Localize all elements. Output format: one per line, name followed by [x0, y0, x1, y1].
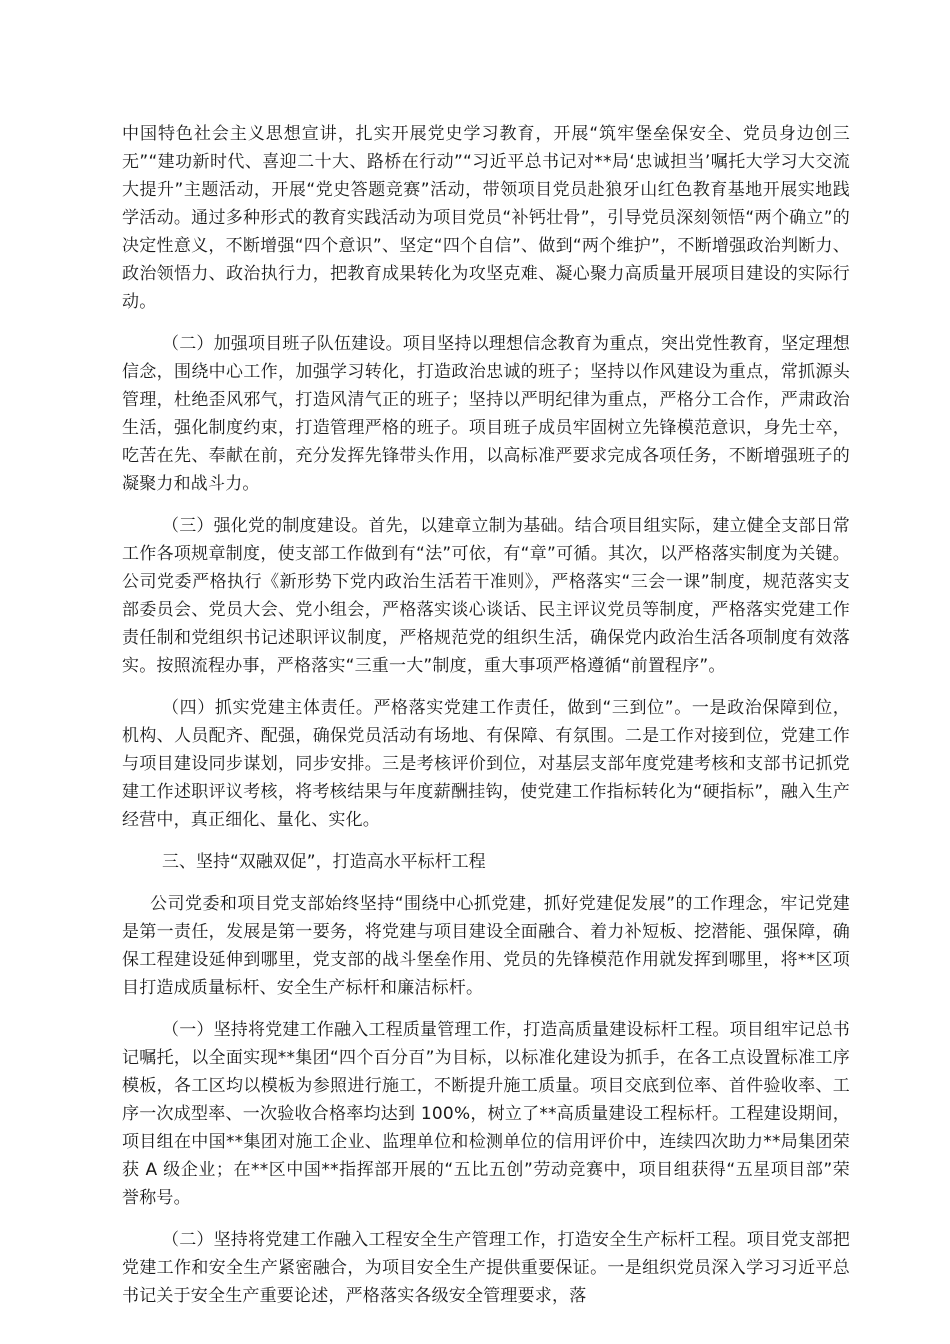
- body-paragraph-2: （二）加强项目班子队伍建设。项目坚持以理想信念教育为重点，突出党性教育，坚定理想信念，围绕中心工作，加强学习转化，打造政治忠诚的班子；坚持以作风建设为重点，常抓源头管理，杜绝歪风邪气，打造风清气正的班子；坚持以严明纪律为重点，严格分工合作，严肃政治生活，强化制度约束，打造管理严格的班子。项目班子成员牢固树立先锋模范意识，身先士卒，吃苦在先、奉献在前，充分发挥先锋带头作用，以高标准严要求完成各项任务，不断增强班子的凝聚力和战斗力。: [122, 334, 850, 494]
- body-paragraph-7: （二）坚持将党建工作融入工程安全生产管理工作，打造安全生产标杆工程。项目党支部把党建工作和安全生产紧密融合，为项目安全生产提供重要保证。一是组织党员深入学习习近平总书记关于安全生产重要论述，严格落实各级安全管理要求，落: [122, 1230, 850, 1306]
- body-paragraph-3: （三）强化党的制度建设。首先，以建章立制为基础。结合项目组实际，建立健全支部日常工作各项规章制度，使支部工作做到有“法”可依，有“章”可循。其次，以严格落实制度为关键。公司党委严格执行《新形势下党内政治生活若干准则》，严格落实“三会一课”制度，规范落实支部委员会、党员大会、党小组会，严格落实谈心谈话、民主评议党员等制度，严格落实党建工作责任制和党组织书记述职评议制度，严格规范党的组织生活，确保党内政治生活各项制度有效落实。按照流程办事，严格落实“三重一大”制度，重大事项严格遵循“前置程序”。: [122, 516, 850, 676]
- body-paragraph-4: （四）抓实党建主体责任。严格落实党建工作责任，做到“三到位”。一是政治保障到位，机构、人员配齐、配强，确保党员活动有场地、有保障、有氛围。二是工作对接到位，党建工作与项目建设同步谋划，同步安排。三是考核评价到位，对基层支部年度党建考核和支部书记抓党建工作述职评议考核，将考核结果与年度薪酬挂钩，使党建工作指标转化为“硬指标”，融入生产经营中，真正细化、量化、实化。: [122, 698, 850, 830]
- document-page: [122, 120, 850, 1324]
- body-paragraph-6: （一）坚持将党建工作融入工程质量管理工作，打造高质量建设标杆工程。项目组牢记总书记嘱托，以全面实现**集团“四个百分百”为目标，以标准化建设为抓手，在各工点设置标准工序模板，各工区均以模板为参照进行施工，不断提升施工质量。项目交底到位率、首件验收率、工序一次成型率、一次验收合格率均达到 100%，树立了**高质量建设工程标杆。工程建设期间，项目组在中国**集团对施工企业、监理单位和检测单位的信用评价中，连续四次助力**局集团荣获 A 级企业；在**区中国**指挥部开展的“五比五创”劳动竞赛中，项目组获得“五星项目部”荣誉称号。: [122, 1020, 850, 1208]
- body-paragraph-5: 公司党委和项目党支部始终坚持“围绕中心抓党建，抓好党建促发展”的工作理念，牢记党建是第一责任，发展是第一要务，将党建与项目建设全面融合、着力补短板、挖潜能、强保障，确保工程建设延伸到哪里，党支部的战斗堡垒作用、党员的先锋模范作用就发挥到哪里，将**区项目打造成质量标杆、安全生产标杆和廉洁标杆。: [122, 894, 850, 998]
- body-paragraph-1: 中国特色社会主义思想宣讲，扎实开展党史学习教育，开展“筑牢堡垒保安全、党员身边创三无”“建功新时代、喜迎二十大、路桥在行动”“习近平总书记对**局‘忠诚担当’嘱托大学习大交流大提升”主题活动，开展“党史答题竞赛”活动，带领项目党员赴狼牙山红色教育基地开展实地践学活动。通过多种形式的教育实践活动为项目党员“补钙壮骨”，引导党员深刻领悟“两个确立”的决定性意义，不断增强“四个意识”、坚定“四个自信”、做到“两个维护”，不断增强政治判断力、政治领悟力、政治执行力，把教育成果转化为攻坚克难、凝心聚力高质量开展项目建设的实际行动。: [122, 124, 850, 312]
- section-heading-3: 三、坚持“双融双促”，打造高水平标杆工程: [162, 852, 486, 872]
